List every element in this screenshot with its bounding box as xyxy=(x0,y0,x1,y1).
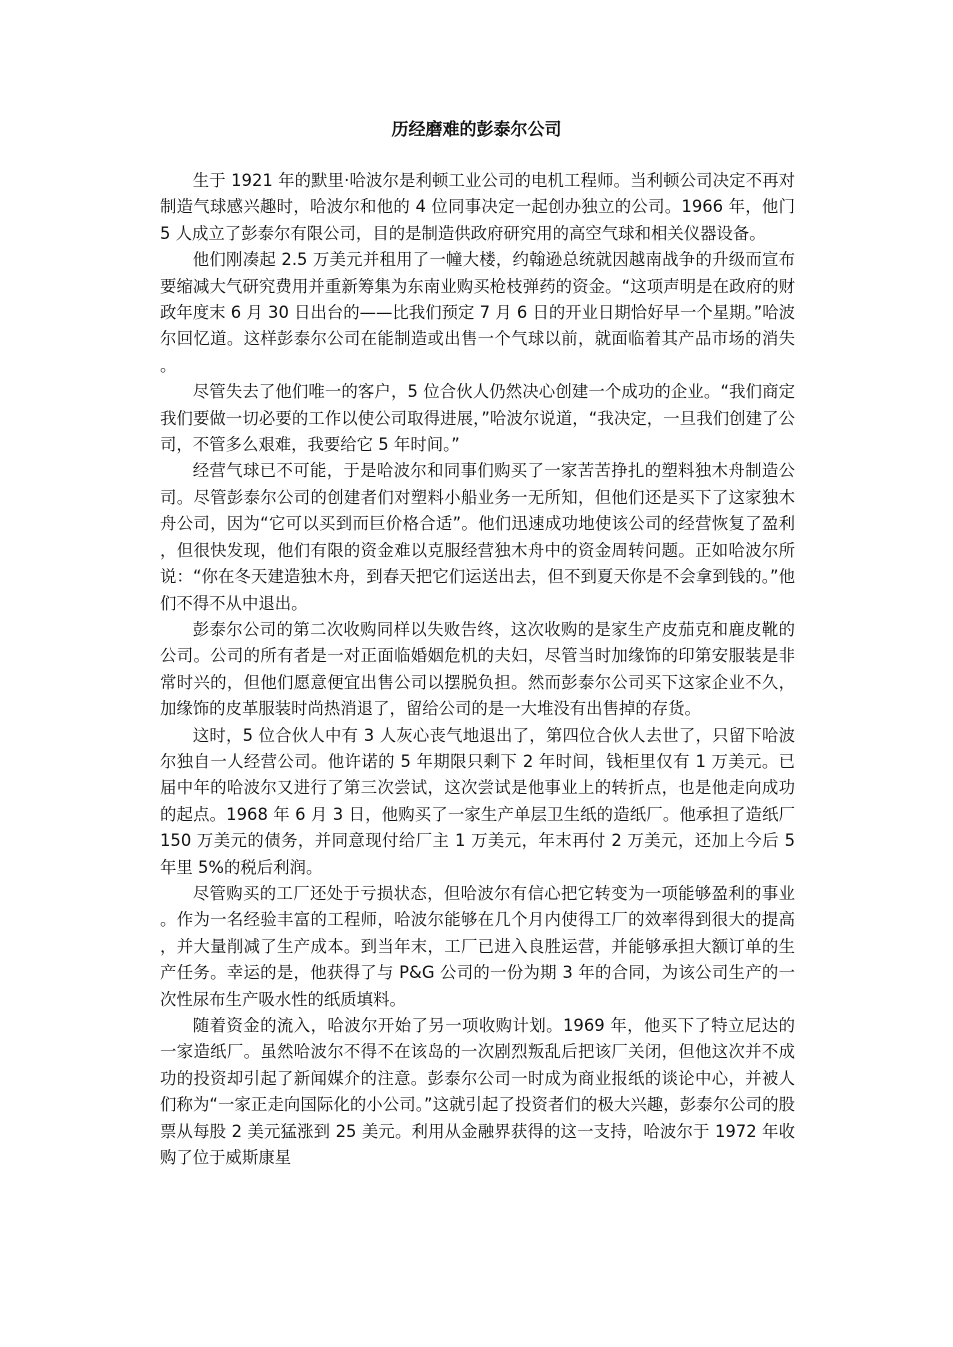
document-title: 历经磨难的彭泰尔公司 xyxy=(391,120,562,140)
document-body xyxy=(160,168,795,1171)
paragraph: 他们刚凑起 2.5 万美元并租用了一幢大楼，约翰逊总统就因越南战争的升级而宣布要缩减大气研究费用并重新筹集为东南业购买枪枝弹药的资金。“这项声明是在政府的财政年度末 6 月 30 日出台的——比我们预定 7 月 6 日的开业日期恰好早一个星期。”哈波尔回忆道。这样彭泰尔公司在能制造或出售一个气球以前，就面临着其产品市场的消失。 xyxy=(160,250,796,375)
paragraph: 尽管失去了他们唯一的客户，5 位合伙人仍然决心创建一个成功的企业。“我们商定我们要做一切必要的工作以使公司取得进展，”哈波尔说道，“我决定，一旦我们创建了公司，不管多么艰难，我要给它 5 年时间。” xyxy=(160,382,795,455)
paragraph: 生于 1921 年的默里·哈波尔是利顿工业公司的电机工程师。当利顿公司决定不再对制造气球感兴趣时，哈波尔和他的 4 位同事决定一起创办独立的公司。1966 年，他门 5 人成立了彭泰尔有限公司，目的是制造供政府研究用的高空气球和相关仪器设备。 xyxy=(160,171,795,243)
paragraph: 这时，5 位合伙人中有 3 人灰心丧气地退出了，第四位合伙人去世了，只留下哈波尔独自一人经营公司。他许诺的 5 年期限只剩下 2 年时间，钱柜里仅有 1 万美元。已届中年的哈波尔又进行了第三次尝试，这次尝试是他事业上的转折点，也是他走向成功的起点。1968 年 6 月 3 日，他购买了一家生产单层卫生纸的造纸厂。他承担了造纸厂 150 万美元的债务，并同意现付给厂主 1 万美元，年末再付 2 万美元，还加上今后 5 年里 5%的税后利润。 xyxy=(160,725,795,877)
paragraph: 随着资金的流入，哈波尔开始了另一项收购计划。1969 年，他买下了特立尼达的一家造纸厂。虽然哈波尔不得不在该岛的一次剧烈叛乱后把该厂关闭，但他这次并不成功的投资却引起了新闻媒介的注意。彭泰尔公司一时成为商业报纸的谈论中心，并被人们称为“一家正走向国际化的小公司。”这就引起了投资者们的极大兴趣，彭泰尔公司的股票从每股 2 美元猛涨到 25 美元。利用从金融界获得的这一支持，哈波尔于 1972 年收购了位于威斯康星 xyxy=(160,1016,795,1168)
paragraph: 彭泰尔公司的第二次收购同样以失败告终，这次收购的是家生产皮茄克和鹿皮靴的公司。公司的所有者是一对正面临婚姻危机的夫妇，尽管当时加缘饰的印第安服装是非常时兴的，但他们愿意便宜出售公司以摆脱负担。然而彭泰尔公司买下这家企业不久，加缘饰的皮革服装时尚热消退了，留给公司的是一大堆没有出售掉的存货。 xyxy=(160,619,795,719)
paragraph: 尽管购买的工厂还处于亏损状态，但哈波尔有信心把它转变为一项能够盈利的事业。作为一名经验丰富的工程师，哈波尔能够在几个月内使得工厂的效率得到很大的提高，并大量削减了生产成本。到当年末，工厂已进入良胜运营，并能够承担大额订单的生产任务。幸运的是，他获得了与 P&G 公司的一份为期 3 年的合同，为该公司生产的一次性尿布生产吸水性的纸质填料。 xyxy=(160,883,795,1009)
paragraph: 经营气球已不可能，于是哈波尔和同事们购买了一家苦苦挣扎的塑料独木舟制造公司。尽管彭泰尔公司的创建者们对塑料小船业务一无所知，但他们还是买下了这家独木舟公司，因为“它可以买到而巨价格合适”。他们迅速成功地使该公司的经营恢复了盈利，但很快发现，他们有限的资金难以克服经营独木舟中的资金周转问题。正如哈波尔所说：“你在冬天建造独木舟，到春天把它们运送出去，但不到夏天你是不会拿到钱的。”他们不得不从中退出。 xyxy=(160,461,795,613)
